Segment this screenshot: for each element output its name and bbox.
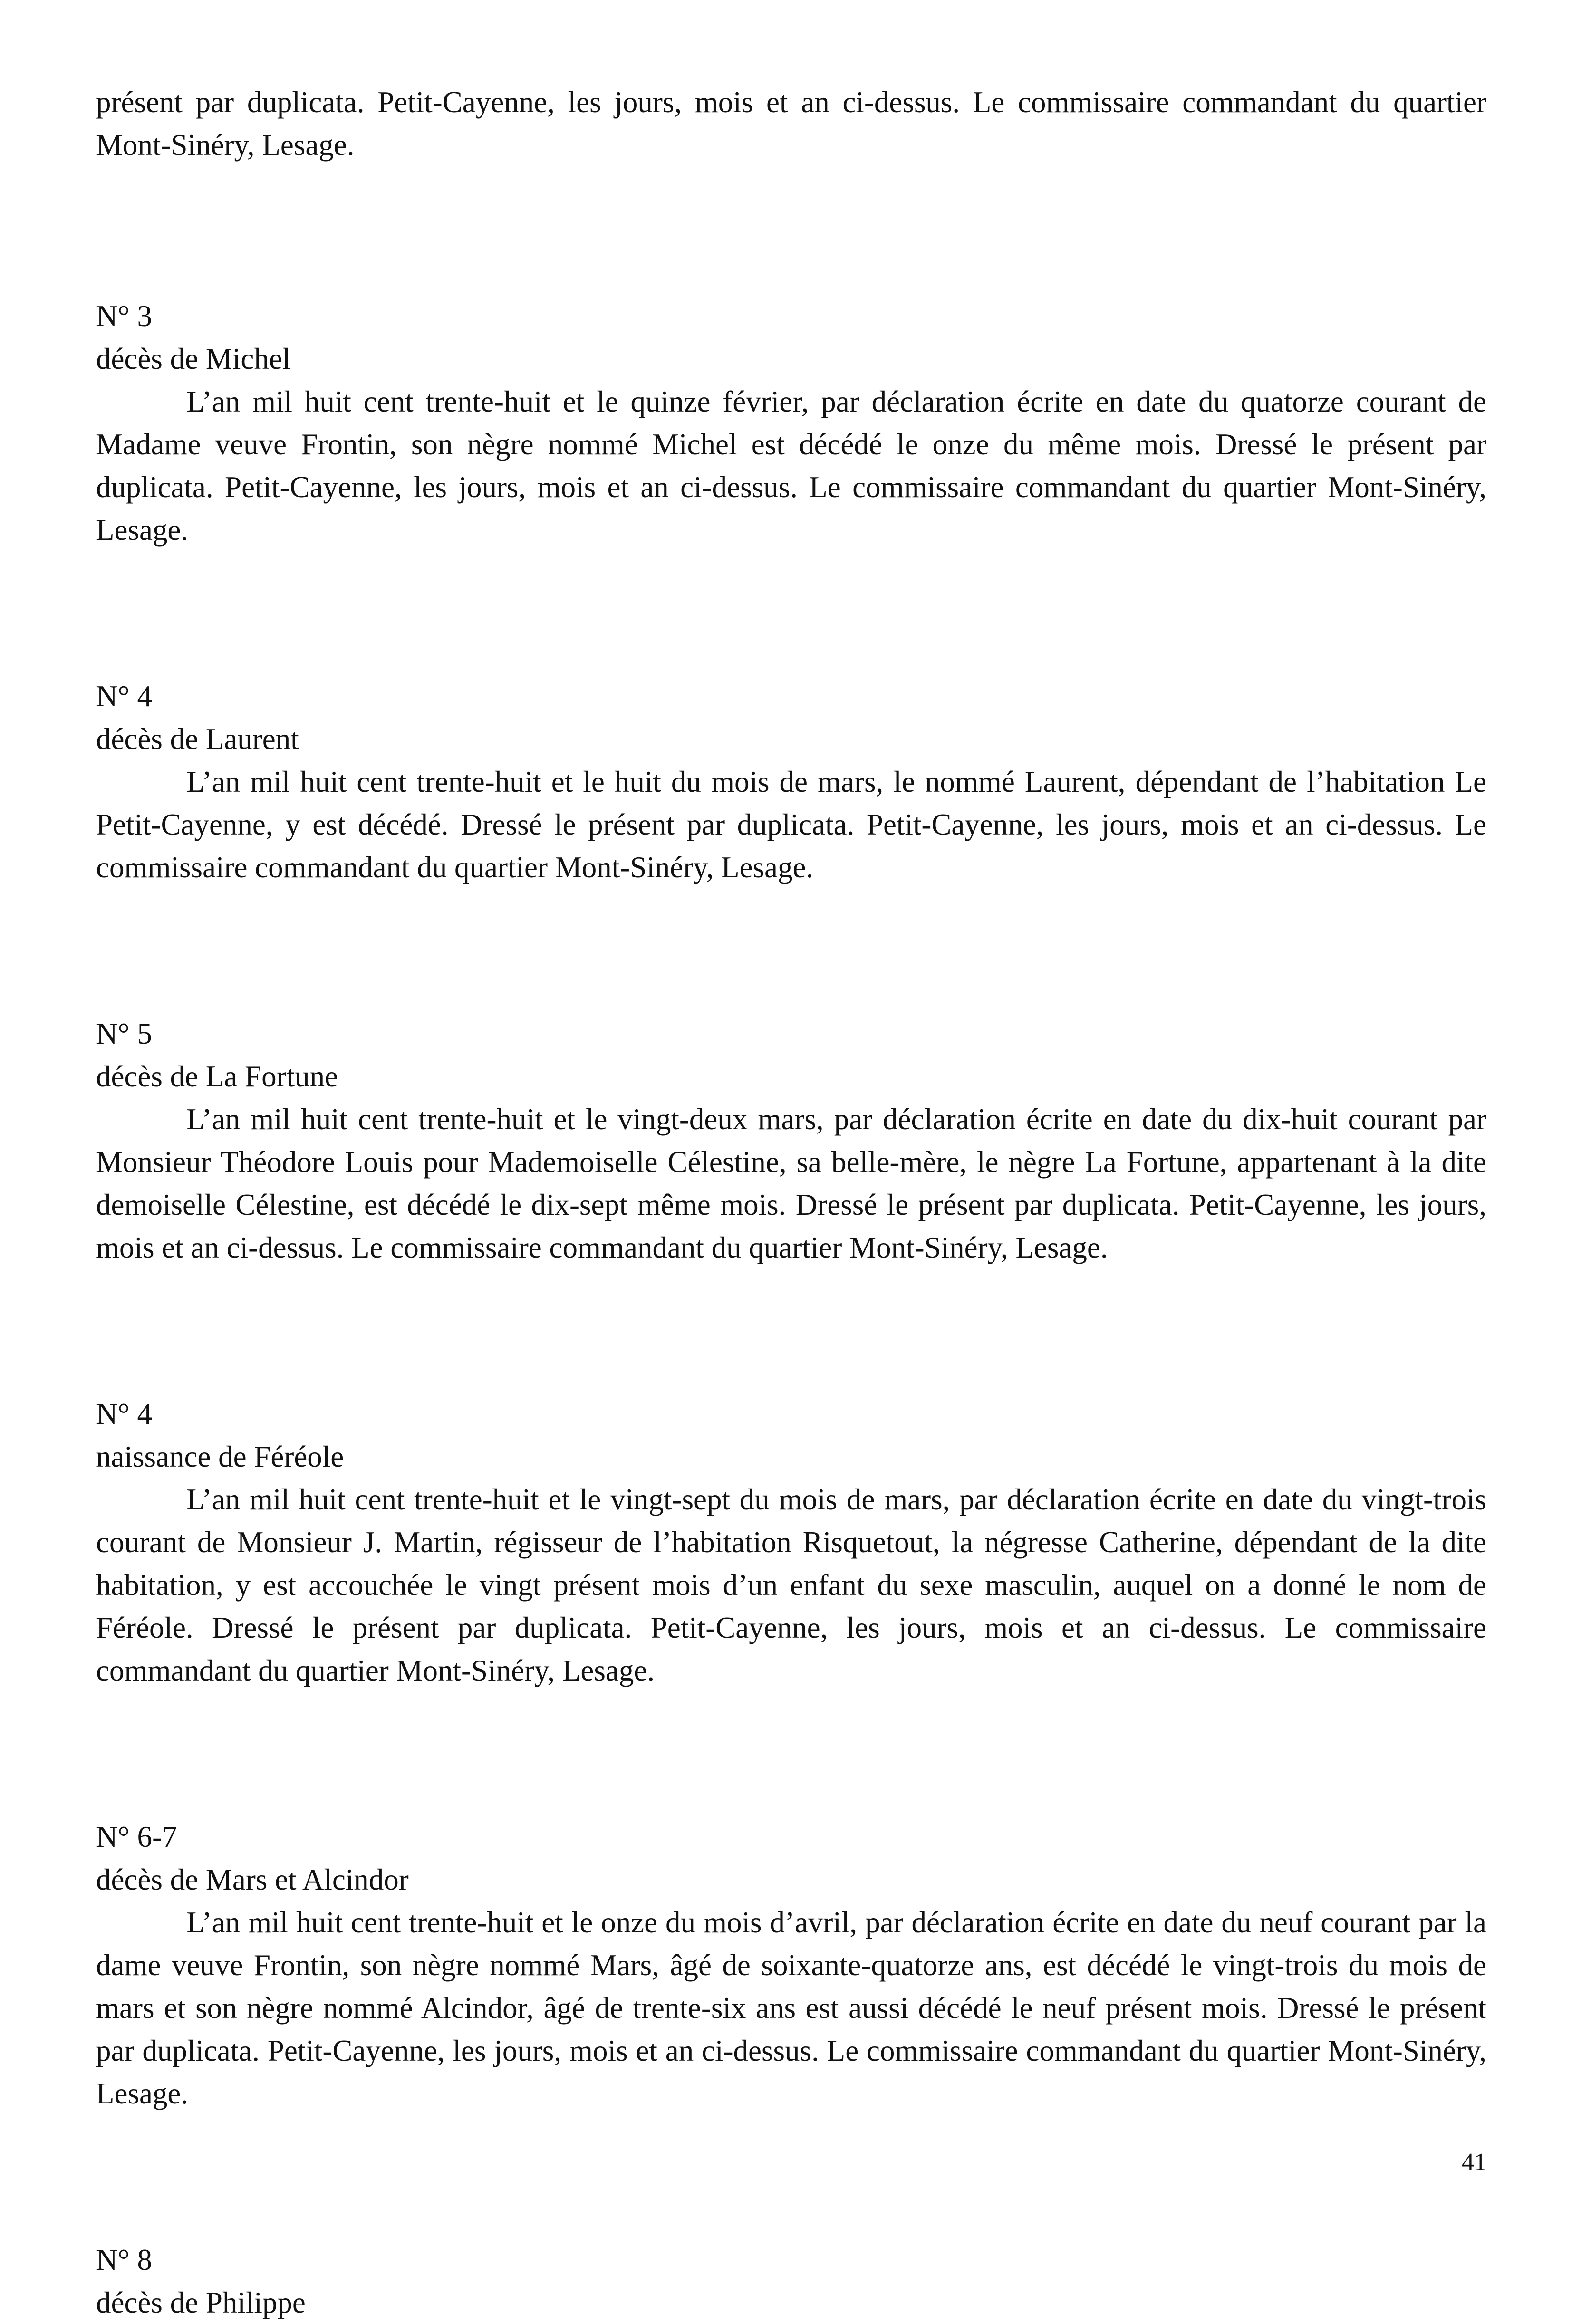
entry-body: L’an mil huit cent trente-huit et le quinze février, par déclaration écrite en date du quatorze courant de Madame veuve Frontin, son nègre nommé Michel est décédé le onze du même mois. Dressé le présent par duplicata. Petit-Cayenne, les jours, mois et an ci-dessus. Le commissaire commandant du quartier Mont-Sinéry, Lesage. bbox=[96, 385, 1486, 547]
intro-paragraph: présent par duplicata. Petit-Cayenne, les jours, mois et an ci-dessus. Le commissaire commandant du quartier Mont-Sinéry, Lesage. bbox=[96, 86, 1486, 162]
entry-number: N° 6-7 bbox=[96, 1820, 177, 1853]
entry-title: décès de Michel bbox=[96, 342, 291, 375]
page-number: 41 bbox=[1462, 2149, 1486, 2176]
entry-title: décès de La Fortune bbox=[96, 1060, 338, 1093]
entry-n4-laurent bbox=[96, 675, 1486, 889]
entry-body: L’an mil huit cent trente-huit et le vingt-deux mars, par déclaration écrite en date du dix-huit courant par Monsieur Théodore Louis pour Mademoiselle Célestine, sa belle-mère, le nègre La Fortune, appartenant à la dite demoiselle Célestine, est décédé le dix-sept même mois. Dressé le présent par duplicata. Petit-Cayenne, les jours, mois et an ci-dessus. Le commissaire commandant du quartier Mont-Sinéry, Lesage. bbox=[96, 1103, 1486, 1264]
entry-n8-philippe bbox=[96, 2238, 1486, 2324]
entry-number: N° 5 bbox=[96, 1017, 152, 1050]
entry-number: N° 4 bbox=[96, 680, 152, 713]
entry-title: naissance de Féréole bbox=[96, 1440, 344, 1473]
entry-title: décès de Mars et Alcindor bbox=[96, 1863, 409, 1896]
entry-body: L’an mil huit cent trente-huit et le vingt-sept du mois de mars, par déclaration écrite en date du vingt-trois courant de Monsieur J. Martin, régisseur de l’habitation Risquetout, la négresse Catherine, dépendant de la dite habitation, y est accouchée le vingt présent mois d’un enfant du sexe masculin, auquel on a donné le nom de Féréole. Dressé le présent par duplicata. Petit-Cayenne, les jours, mois et an ci-dessus. Le commissaire commandant du quartier Mont-Sinéry, Lesage. bbox=[96, 1483, 1486, 1687]
entry-n6-7-mars-alcindor bbox=[96, 1815, 1486, 2115]
entry-n3-michel bbox=[96, 295, 1486, 551]
document-page bbox=[96, 81, 1486, 2324]
entry-n5-la-fortune bbox=[96, 1012, 1486, 1269]
entry-title: décès de Laurent bbox=[96, 722, 299, 756]
entry-body: L’an mil huit cent trente-huit et le onze du mois d’avril, par déclaration écrite en date du neuf courant par la dame veuve Frontin, son nègre nommé Mars, âgé de soixante-quatorze ans, est décédé le vingt-trois du mois de mars et son nègre nommé Alcindor, âgé de trente-six ans est aussi décédé le neuf présent mois. Dressé le présent par duplicata. Petit-Cayenne, les jours, mois et an ci-dessus. Le commissaire commandant du quartier Mont-Sinéry, Lesage. bbox=[96, 1906, 1486, 2110]
entry-number: N° 4 bbox=[96, 1397, 152, 1431]
entry-body: L’an mil huit cent trente-huit et le huit du mois de mars, le nommé Laurent, dépendant de l’habitation Le Petit-Cayenne, y est décédé. Dressé le présent par duplicata. Petit-Cayenne, les jours, mois et an ci-dessus. Le commissaire commandant du quartier Mont-Sinéry, Lesage. bbox=[96, 765, 1486, 884]
entry-title: décès de Philippe bbox=[96, 2286, 306, 2319]
entry-number: N° 8 bbox=[96, 2243, 152, 2276]
entry-number: N° 3 bbox=[96, 299, 152, 333]
entry-n4-fereole bbox=[96, 1392, 1486, 1692]
